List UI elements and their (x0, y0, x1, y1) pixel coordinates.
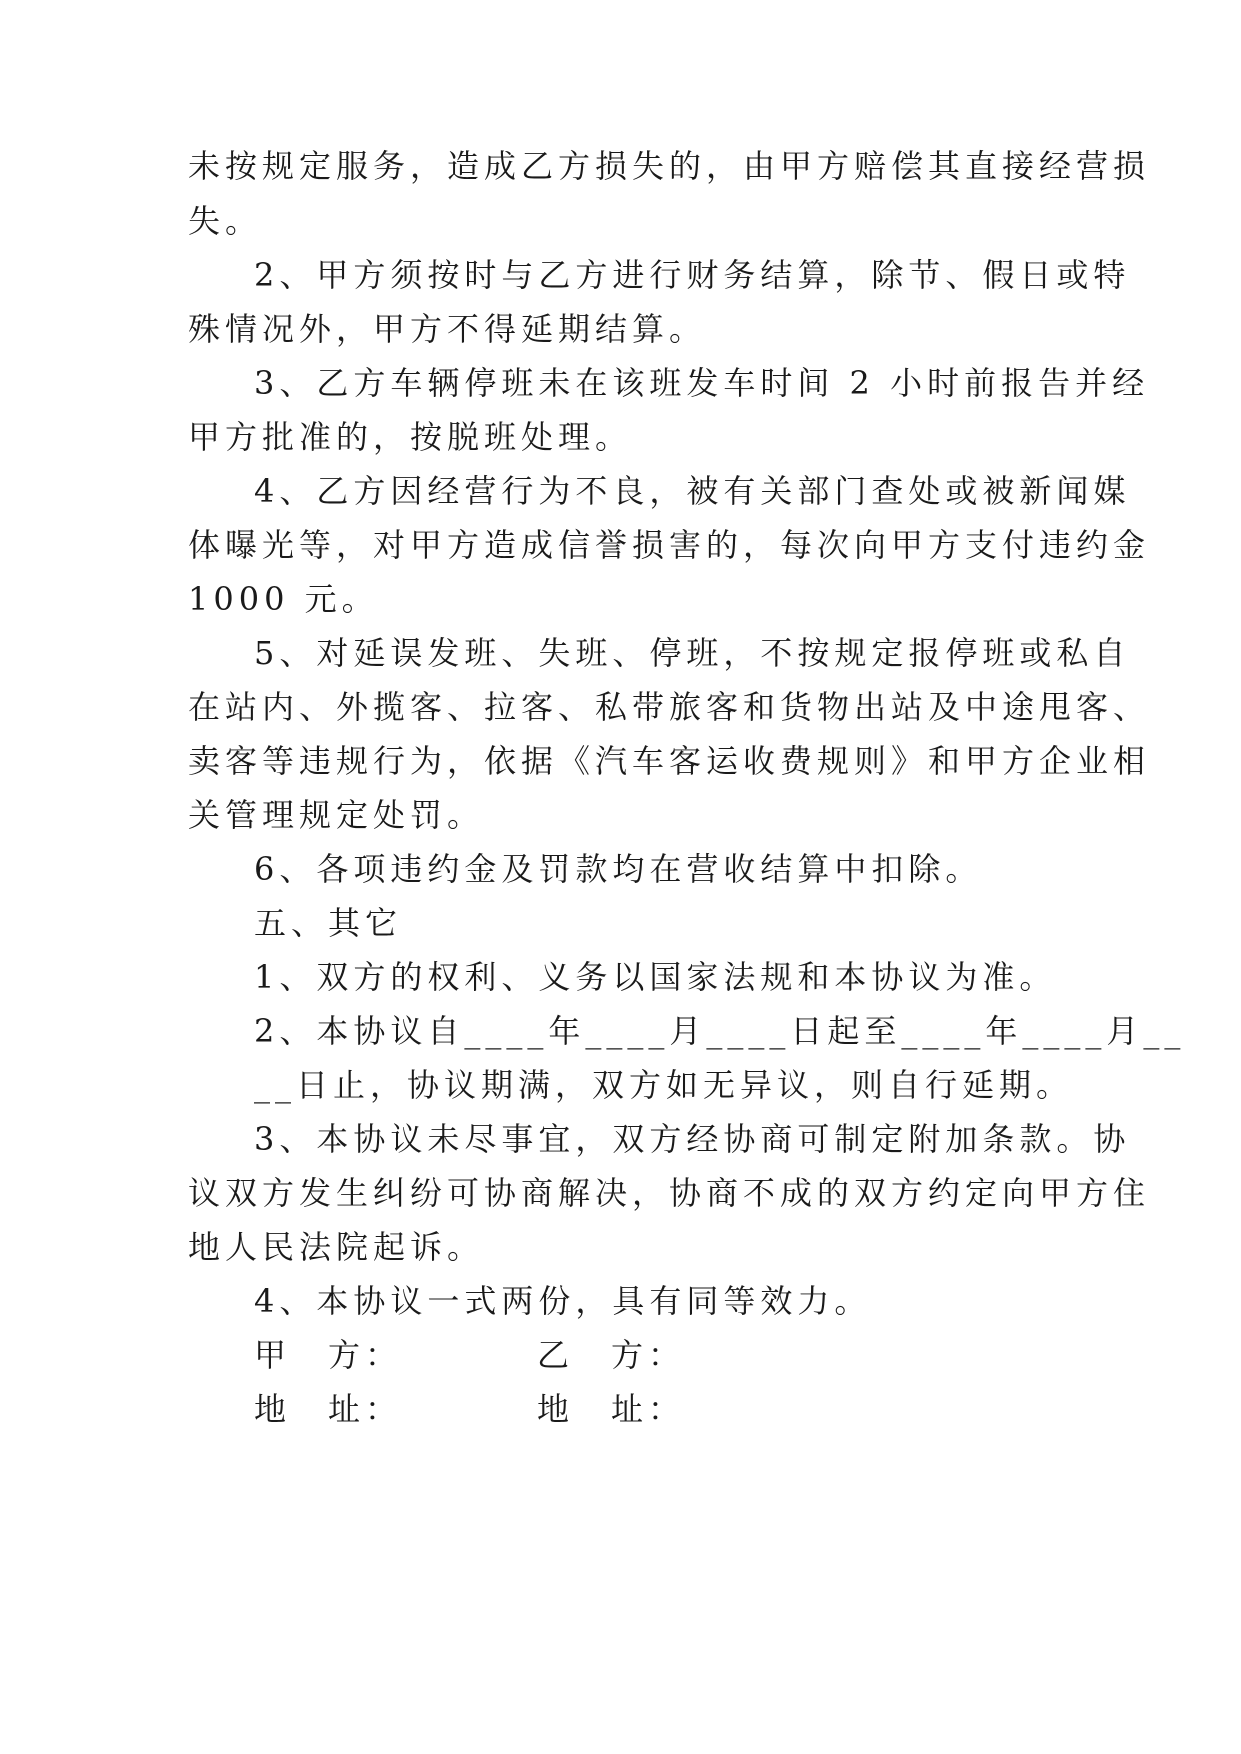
paragraph-line: 地人民法院起诉。 (188, 1228, 485, 1266)
party-b-label: 乙 方： (537, 1336, 686, 1374)
paragraph-line: 卖客等违规行为，依据《汽车客运收费规则》和甲方企业相 (188, 742, 1151, 780)
paragraph-line: 4、本协议一式两份，具有同等效力。 (254, 1282, 872, 1320)
paragraph-line: 体曝光等，对甲方造成信誉损害的，每次向甲方支付违约金 (188, 526, 1151, 564)
paragraph-line: 1、双方的权利、义务以国家法规和本协议为准。 (254, 958, 1057, 996)
paragraph-line: 失。 (188, 202, 263, 240)
paragraph-line: 1000 元。 (188, 580, 379, 618)
paragraph-line: 3、乙方车辆停班未在该班发车时间 2 小时前报告并经 (254, 364, 1150, 402)
paragraph-line: 议双方发生纠纷可协商解决，协商不成的双方约定向甲方住 (188, 1174, 1151, 1212)
paragraph-line: 2、甲方须按时与乙方进行财务结算，除节、假日或特 (254, 256, 1131, 294)
address-b-label: 地 址： (537, 1390, 686, 1428)
paragraph-line: 在站内、外揽客、拉客、私带旅客和货物出站及中途甩客、 (188, 688, 1151, 726)
section-heading: 五、其它 (254, 904, 403, 942)
paragraph-line: 2、本协议自____年____月____日起至____年____月__ (254, 1012, 1186, 1050)
paragraph-line: 5、对延误发班、失班、停班，不按规定报停班或私自 (254, 634, 1131, 672)
paragraph-line: 关管理规定处罚。 (188, 796, 485, 834)
address-a-label: 地 址： (254, 1390, 403, 1428)
paragraph-line: 4、乙方因经营行为不良，被有关部门查处或被新闻媒 (254, 472, 1131, 510)
paragraph-line: 甲方批准的，按脱班处理。 (188, 418, 633, 456)
party-a-label: 甲 方： (254, 1336, 403, 1374)
paragraph-line: 殊情况外，甲方不得延期结算。 (188, 310, 707, 348)
paragraph-line: __日止，协议期满，双方如无异议，则自行延期。 (254, 1066, 1074, 1104)
paragraph-line: 3、本协议未尽事宜，双方经协商可制定附加条款。协 (254, 1120, 1131, 1158)
paragraph-line: 6、各项违约金及罚款均在营收结算中扣除。 (254, 850, 983, 888)
paragraph-line: 未按规定服务，造成乙方损失的，由甲方赔偿其直接经营损 (188, 147, 1151, 185)
